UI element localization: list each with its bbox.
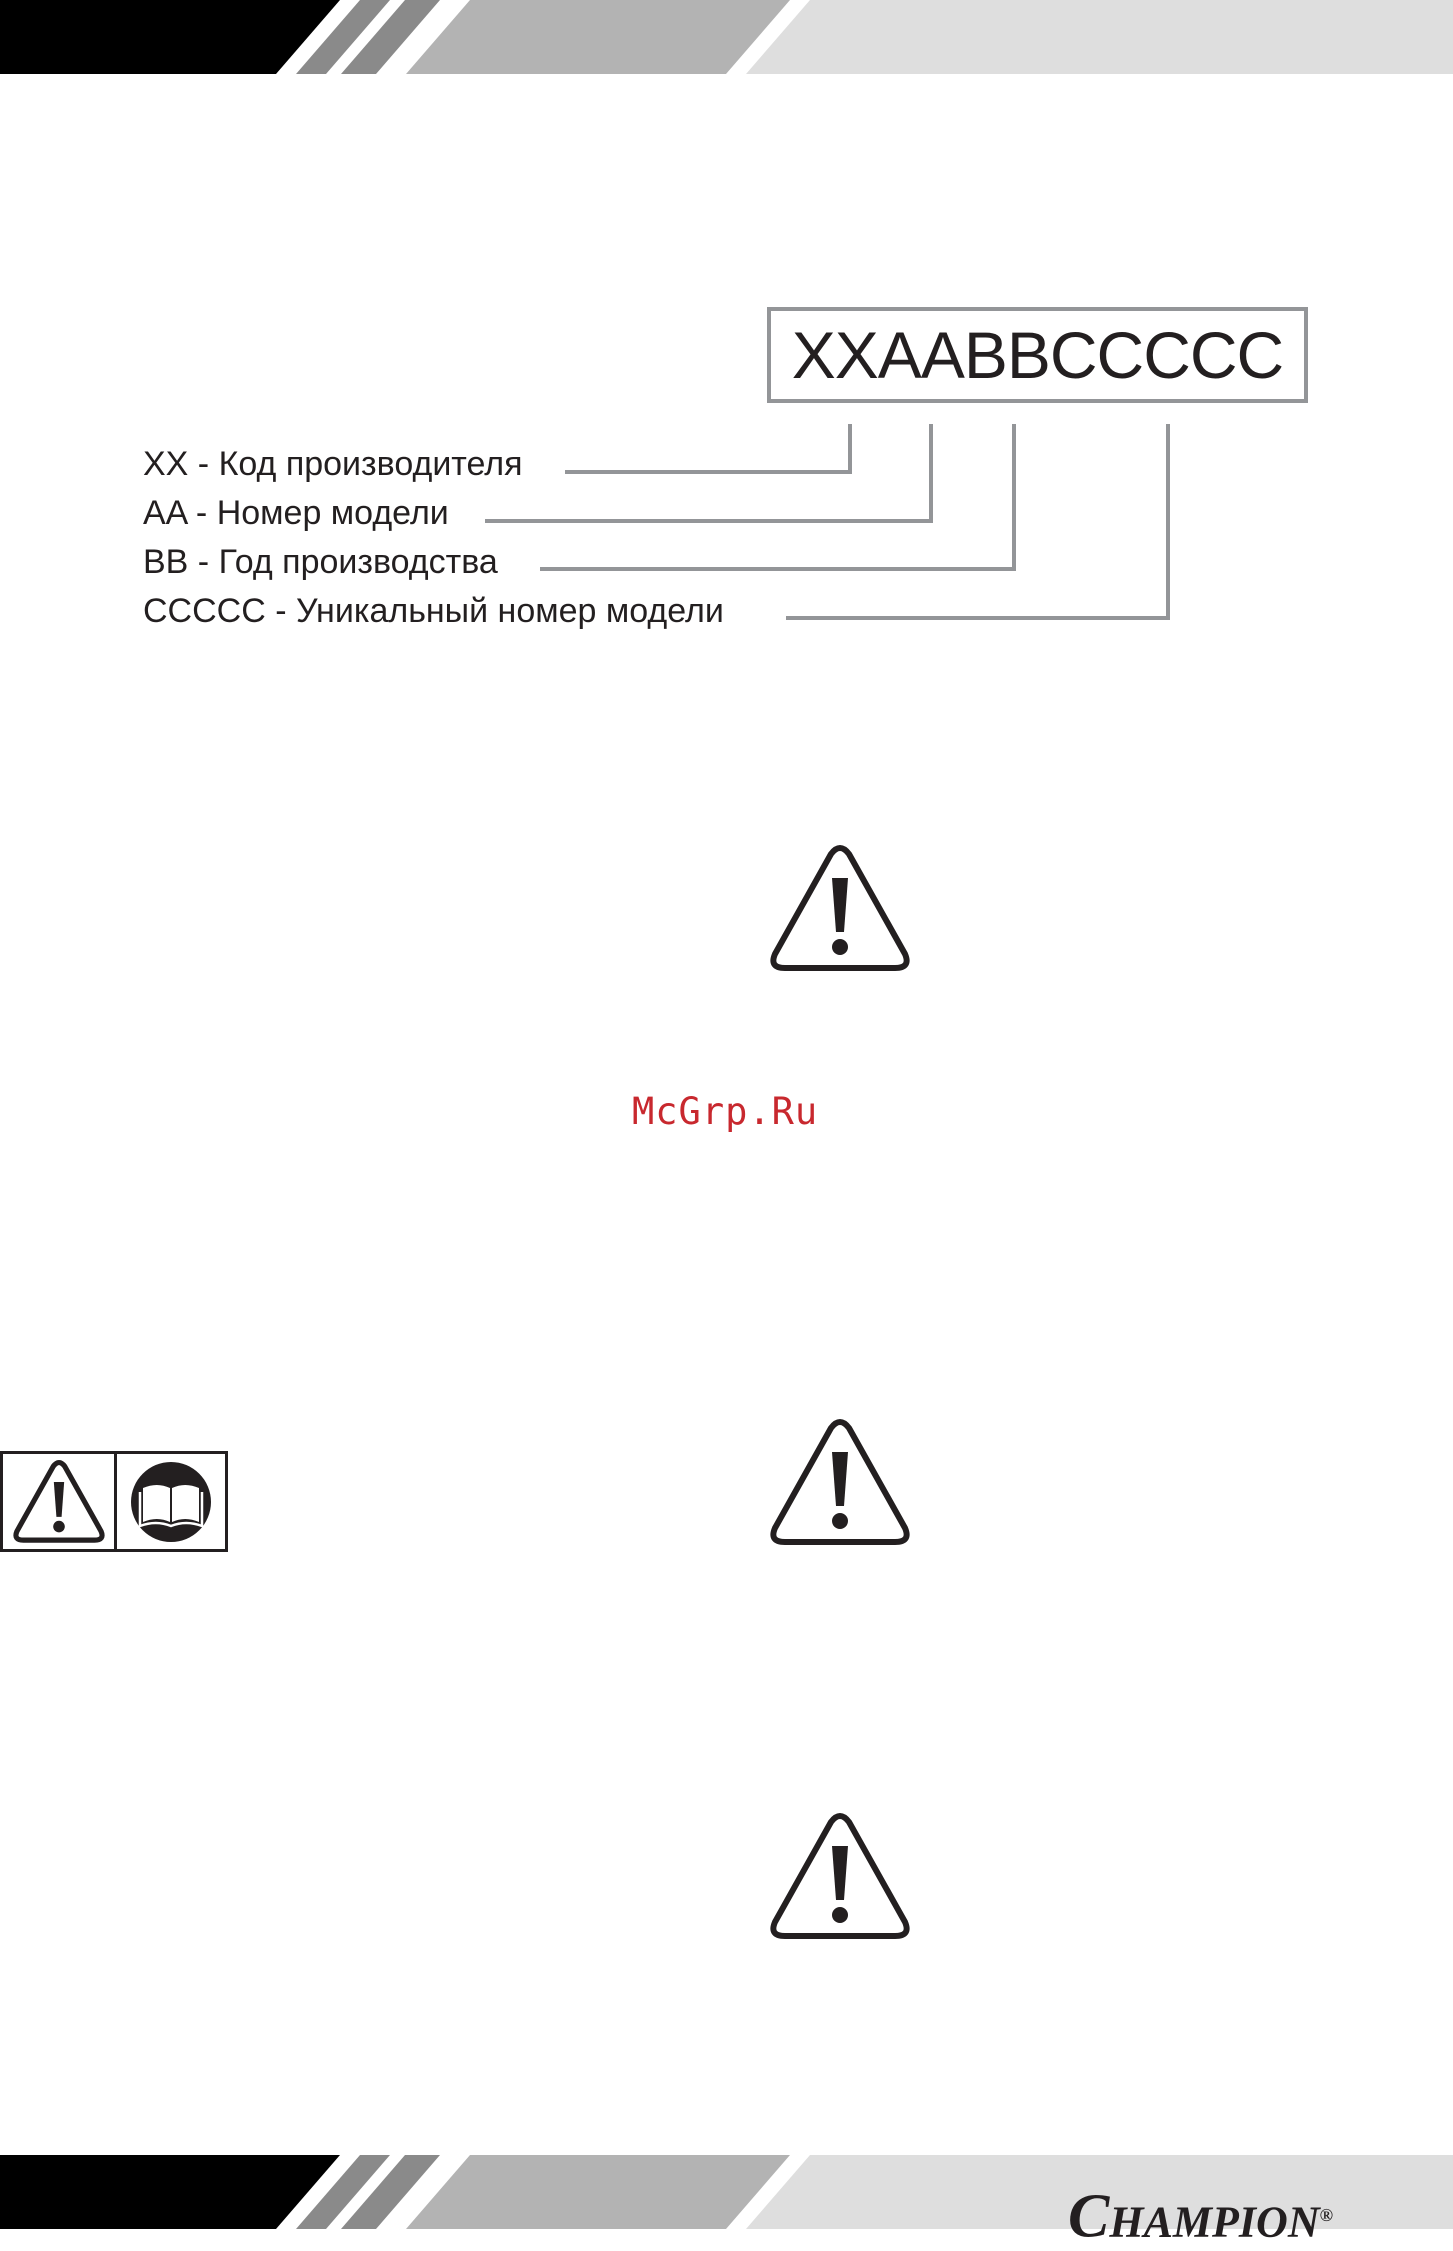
- legend-manufacturer-code: XX - Код производителя: [143, 445, 523, 483]
- logo-text: HAMPION: [1109, 2197, 1320, 2247]
- connector-ccccc: [786, 424, 1168, 618]
- warning-triangle-icon: [769, 1418, 911, 1548]
- manual-cell: [114, 1454, 225, 1549]
- warning-triangle-icon: [769, 844, 911, 974]
- registered-mark: ®: [1319, 2205, 1334, 2225]
- warning-triangle-icon: [769, 1812, 911, 1942]
- legend-production-year: BB - Год производства: [143, 543, 498, 581]
- serial-number-code: XXAABBCCCCC: [791, 318, 1284, 392]
- header-stripe-band: [0, 0, 1453, 74]
- serial-legend: [143, 440, 724, 636]
- logo-initial: C: [1068, 2182, 1110, 2251]
- warning-triangle-icon: [13, 1460, 105, 1544]
- safety-icon-pair: [0, 1451, 228, 1552]
- warning-cell: [3, 1454, 114, 1549]
- champion-logo: [1068, 2182, 1334, 2251]
- legend-model-number: AA - Номер модели: [143, 494, 449, 532]
- watermark-text: McGrp.Ru: [632, 1090, 819, 1133]
- serial-number-box: [767, 307, 1308, 403]
- legend-unique-number: CCCCC - Уникальный номер модели: [143, 592, 724, 630]
- read-manual-book-icon: [129, 1460, 213, 1544]
